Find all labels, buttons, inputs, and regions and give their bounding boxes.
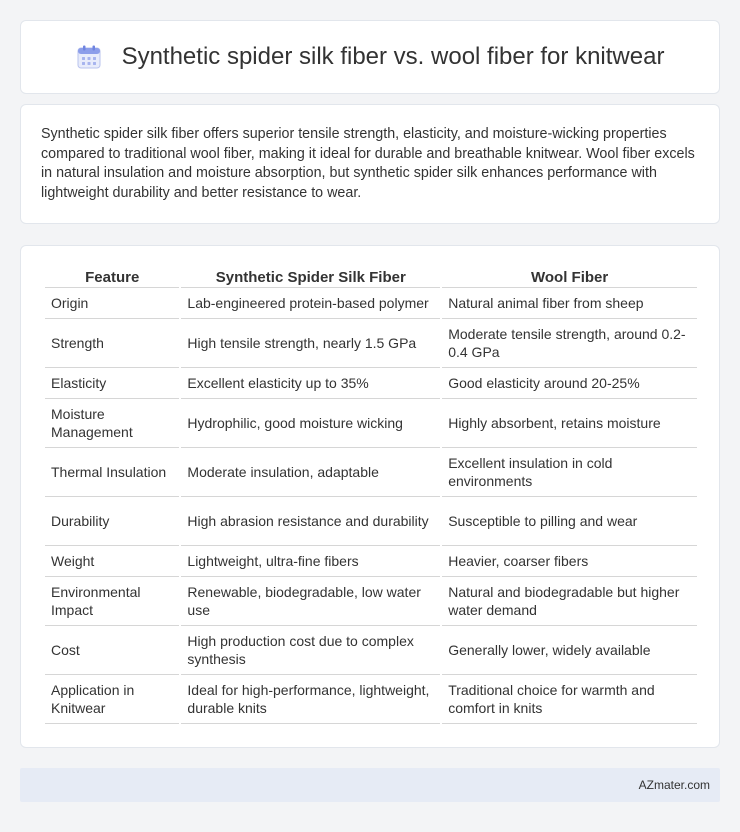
spider-silk-cell: Renewable, biodegradable, low water use [181, 577, 440, 626]
wool-cell: Excellent insulation in cold environments [442, 448, 697, 497]
table-row [45, 399, 697, 448]
wool-cell: Highly absorbent, retains moisture [442, 399, 697, 448]
feature-cell: Application in Knitwear [45, 675, 179, 724]
column-header-feature: Feature [45, 266, 179, 288]
feature-cell: Origin [45, 288, 179, 319]
spider-silk-cell: Lab-engineered protein-based polymer [181, 288, 440, 319]
feature-cell: Weight [45, 546, 179, 577]
spider-silk-cell: Lightweight, ultra-fine fibers [181, 546, 440, 577]
table-row [45, 626, 697, 675]
spider-silk-cell: High tensile strength, nearly 1.5 GPa [181, 319, 440, 368]
feature-cell: Elasticity [45, 368, 179, 399]
wool-cell: Traditional choice for warmth and comfort in knits [442, 675, 697, 724]
spider-silk-cell: High abrasion resistance and durability [181, 497, 440, 546]
table-row [45, 497, 697, 546]
feature-cell: Environmental Impact [45, 577, 179, 626]
wool-cell: Natural animal fiber from sheep [442, 288, 697, 319]
table-row [45, 577, 697, 626]
comparison-card [20, 245, 720, 748]
wool-cell: Heavier, coarser fibers [442, 546, 697, 577]
spider-silk-cell: Ideal for high-performance, lightweight, durable knits [181, 675, 440, 724]
table-row [45, 546, 697, 577]
page-title: Synthetic spider silk fiber vs. wool fiber for knitwear [121, 43, 665, 70]
summary-card [20, 104, 720, 224]
feature-cell: Durability [45, 497, 179, 546]
spider-silk-cell: Hydrophilic, good moisture wicking [181, 399, 440, 448]
column-header-spider-silk: Synthetic Spider Silk Fiber [181, 266, 440, 288]
table-row [45, 319, 697, 368]
column-header-wool: Wool Fiber [442, 266, 697, 288]
table-row [45, 368, 697, 399]
wool-cell: Moderate tensile strength, around 0.2-0.4 GPa [442, 319, 697, 368]
header-card [20, 20, 720, 94]
calendar-icon [76, 44, 102, 70]
summary-text: Synthetic spider silk fiber offers superior tensile strength, elasticity, and moisture-wicking properties compared to traditional wool fiber, making it ideal for durable and breathable knitwear. Wool fiber excels in natural insulation and moisture absorption, but synthetic spider silk enhances performance with lightweight durability and better resistance to wear. [41, 126, 695, 201]
wool-cell: Susceptible to pilling and wear [442, 497, 697, 546]
wool-cell: Natural and biodegradable but higher water demand [442, 577, 697, 626]
footer-site-link[interactable]: AZmater.com [638, 778, 710, 792]
table-row [45, 448, 697, 497]
spider-silk-cell: Excellent elasticity up to 35% [181, 368, 440, 399]
feature-cell: Moisture Management [45, 399, 179, 448]
feature-cell: Cost [45, 626, 179, 675]
feature-cell: Thermal Insulation [45, 448, 179, 497]
table-row [45, 288, 697, 319]
table-row [45, 675, 697, 724]
comparison-table [43, 266, 699, 724]
wool-cell: Good elasticity around 20-25% [442, 368, 697, 399]
spider-silk-cell: High production cost due to complex synthesis [181, 626, 440, 675]
spider-silk-cell: Moderate insulation, adaptable [181, 448, 440, 497]
footer [20, 768, 720, 802]
feature-cell: Strength [45, 319, 179, 368]
header [76, 43, 665, 71]
table-header-row [45, 266, 697, 288]
wool-cell: Generally lower, widely available [442, 626, 697, 675]
